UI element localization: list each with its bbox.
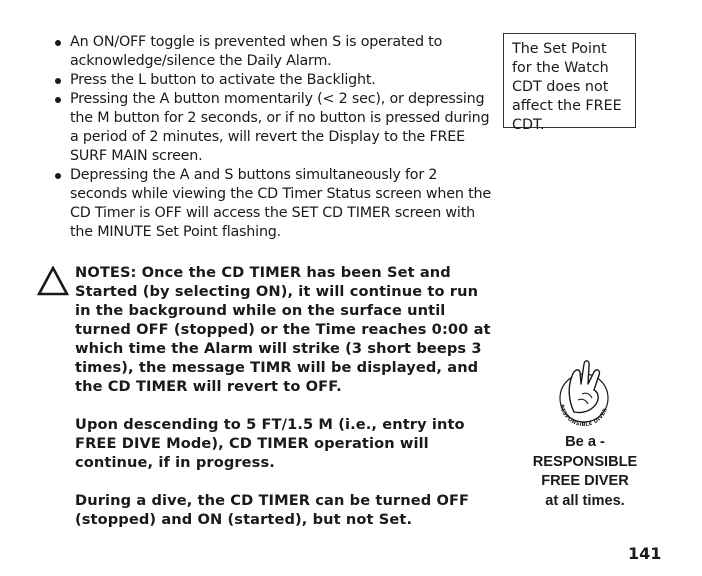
logo-ring-text: RESPONSIBLE DIVER	[558, 404, 609, 429]
note-paragraph: During a dive, the CD TIMER can be turned OFF (stopped) and ON (started), but not Set.	[75, 492, 470, 528]
notes-section	[75, 263, 495, 548]
page-number: 141	[628, 544, 662, 563]
note-paragraph: Upon descending to 5 FT/1.5 M (i.e., entry into FREE DIVE Mode), CD TIMER operation will continue, if in progress.	[75, 416, 465, 471]
sidebar-note-box	[503, 33, 636, 133]
sidebar-note-text: The Set Point for the Watch CDT does not affect the FREE CDT.	[512, 41, 622, 133]
tagline-line: RESPONSIBLE	[532, 453, 638, 470]
bullet-item: Pressing the A button momentarily (< 2 sec), or depressing the M button for 2 seconds, or if no button is pressed during a period of 2 minutes, will revert the Display to the FREE SURF MAIN screen.	[46, 90, 496, 166]
bullet-item: An ON/OFF toggle is prevented when S is operated to acknowledge/silence the Daily Alarm.	[46, 33, 496, 71]
responsible-diver-logo	[548, 350, 620, 430]
instruction-bullet-list	[46, 33, 496, 242]
tagline-line: Be a -	[565, 434, 605, 450]
tagline-line: at all times.	[545, 492, 625, 509]
tagline-line: FREE DIVER	[541, 473, 629, 489]
bullet-item: Depressing the A and S buttons simultaneously for 2 seconds while viewing the CD Timer Status screen when the CD Timer is OFF will access the SET CD TIMER screen with the MINUTE Set Point flashing.	[46, 166, 496, 242]
note-paragraph: NOTES: Once the CD TIMER has been Set and Started (by selecting ON), it will continue to run in the background while on the surface until turned OFF (stopped) or the Time reaches 0:00 at which time the Alarm will strike (3 short beeps 3 times), the message TIMR will be displayed, and the CD TIMER will revert to OFF.	[75, 264, 491, 395]
responsible-diver-tagline	[510, 433, 660, 511]
warning-triangle-icon	[37, 266, 69, 296]
bullet-item: Press the L button to activate the Backlight.	[46, 71, 496, 90]
